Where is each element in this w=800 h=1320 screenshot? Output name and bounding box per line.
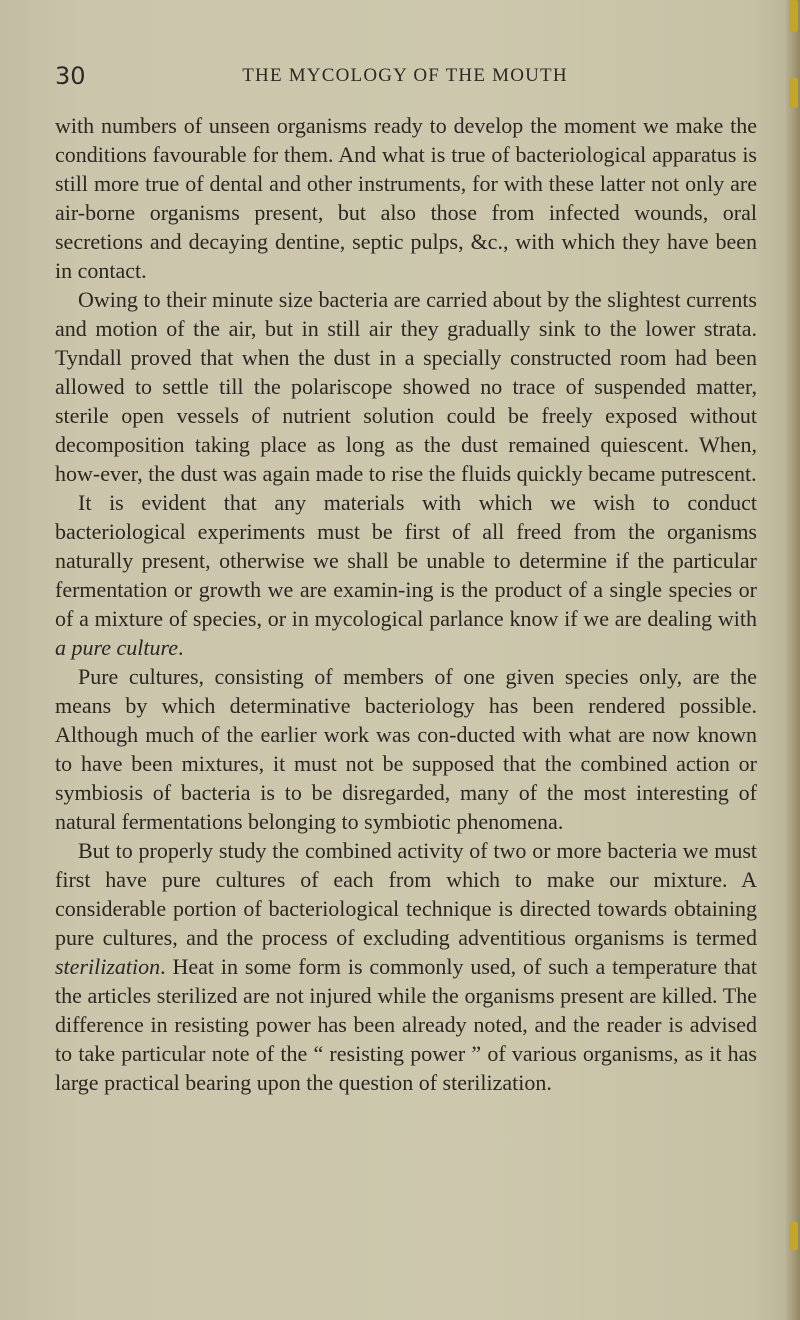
page-number: 30 [55, 62, 86, 90]
page-tab-marker [789, 1222, 798, 1250]
italic-term: sterilization [55, 954, 161, 979]
paragraph-text: . [178, 635, 184, 660]
page-tab-marker [789, 0, 798, 32]
page-header [55, 62, 755, 96]
paragraph-text: Pure cultures, consisting of members of one given species only, are the means by which determinative bacteriology has been rendered possible. Although much of the earlier work was con-ducted with what are now known to have been mixtures, it must not be supposed that the combined action or symbiosis of bacteria is to be disregarded, many of the most interesting of natural fermentations belonging to symbiotic phenomena. [55, 664, 757, 834]
paragraph-text: But to properly study the combined activity of two or more bacteria we must first have pure cultures of each from which to make our mixture. A considerable portion of bacteriological technique is directed towards obtaining pure cultures, and the process of excluding adventitious organisms is termed [55, 838, 757, 950]
running-head: THE MYCOLOGY OF THE MOUTH [242, 65, 568, 86]
body-text [55, 111, 757, 1097]
page-edge [786, 0, 800, 1320]
page-tab-marker [789, 78, 798, 108]
paragraph [55, 488, 757, 662]
paragraph-text: with numbers of unseen organisms ready to develop the moment we make the conditions favourable for them. And what is true of bacteriological apparatus is still more true of dental and other instruments, for with these latter not only are air-borne organisms present, but also those from infected wounds, oral secretions and decaying dentine, septic pulps, &c., with which they have been in contact. [55, 113, 757, 283]
paragraph [55, 836, 757, 1097]
paragraph [55, 111, 757, 285]
paragraph-text: . Heat in some form is commonly used, of such a temperature that the articles sterilized are not injured while the organisms present are killed. The difference in resisting power has been already noted, and the reader is advised to take particular note of the “ resisting power ” of various organisms, as it has large practical bearing upon the question of sterilization. [55, 954, 757, 1095]
paragraph-text: It is evident that any materials with which we wish to conduct bacteriological experiments must be first of all freed from the organisms naturally present, otherwise we shall be unable to determine if the particular fermentation or growth we are examin-ing is the product of a single species or of a mixture of species, or in mycological parlance know if we are dealing with [55, 490, 757, 631]
paragraph [55, 662, 757, 836]
paragraph-text: Owing to their minute size bacteria are carried about by the slightest currents and motion of the air, but in still air they gradually sink to the lower strata. Tyndall proved that when the dust in a specially constructed room had been allowed to settle till the polariscope showed no trace of suspended matter, sterile open vessels of nutrient solution could be freely exposed without decomposition taking place as long as the dust remained quiescent. When, how-ever, the dust was again made to rise the fluids quickly became putrescent. [55, 287, 757, 486]
italic-term: a pure culture [55, 635, 179, 660]
paragraph [55, 285, 757, 488]
